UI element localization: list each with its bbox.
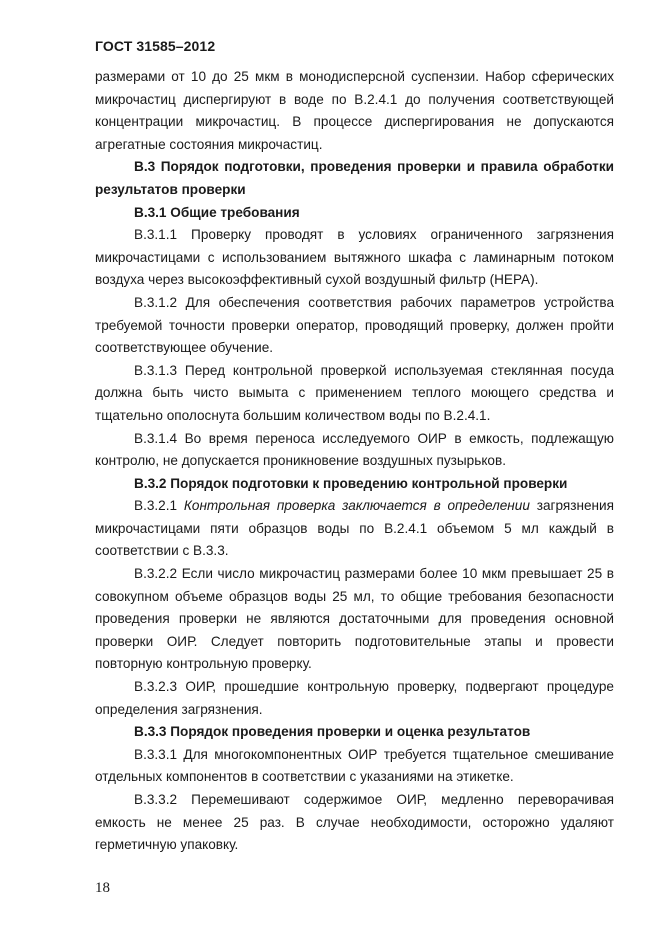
paragraph-b3-2-3: В.3.2.3 ОИР, прошедшие контрольную проверку, подвергают процедуре определения загрязнения.	[95, 679, 614, 717]
page-number: 18	[95, 880, 110, 896]
paragraph-b3-2-2: В.3.2.2 Если число микрочастиц размерами более 10 мкм превышает 25 в совокупном объеме образцов воды 25 мл, то общие требования безопасности проведения проверки не являются достаточными для проведения основной проверки ОИР. Следует повторить подготовительные этапы и провести повторную контрольную проверку.	[95, 566, 614, 672]
paragraph-continuation: размерами от 10 до 25 мкм в монодисперсной суспензии. Набор сферических микрочастиц диспергируют в воде по В.2.4.1 до получения соответствующей концентрации микрочастиц. В процессе диспергирования не допускаются агрегатные состояния микрочастиц.	[95, 69, 614, 152]
paragraph-lead: В.3.2.1	[134, 498, 184, 514]
subsection-heading-b3-2: В.3.2 Порядок подготовки к проведению контрольной проверки	[134, 475, 568, 491]
paragraph-b3-3-2: В.3.3.2 Перемешивают содержимое ОИР, медленно переворачивая емкость не менее 25 раз. В случае необходимости, осторожно удаляют герметичную упаковку.	[95, 792, 614, 853]
paragraph-rest: загрязнения микрочастицами пяти образцов воды по В.2.4.1 объемом 5 мл каждый в соответствии с В.3.3.	[95, 498, 614, 559]
document-body	[95, 66, 614, 857]
italic-phrase: Контрольная проверка заключается в определении	[183, 498, 530, 514]
subsection-heading-b3-1: В.3.1 Общие требования	[134, 204, 300, 220]
subsection-heading-b3-3: В.3.3 Порядок проведения проверки и оценка результатов	[134, 724, 531, 740]
standard-header: ГОСТ 31585–2012	[95, 38, 216, 54]
paragraph-b3-1-1: В.3.1.1 Проверку проводят в условиях ограниченного загрязнения микрочастицами с использованием вытяжного шкафа с ламинарным потоком воздуха через высокоэффективный сухой воздушный фильтр (HEPA).	[95, 227, 614, 288]
paragraph-b3-3-1: В.3.3.1 Для многокомпонентных ОИР требуется тщательное смешивание отдельных компонентов в соответствии с указаниями на этикетке.	[95, 746, 614, 785]
paragraph-b3-1-3: В.3.1.3 Перед контрольной проверкой используемая стеклянная посуда должна быть чисто вымыта с применением теплого моющего средства и тщательно ополоснута большим количеством воды по В.2.4.1.	[95, 362, 614, 423]
section-heading-b3: В.3 Порядок подготовки, проведения проверки и правила обработки результатов проверки	[95, 159, 614, 197]
paragraph-b3-1-4: В.3.1.4 Во время переноса исследуемого ОИР в емкость, подлежащую контролю, не допускается проникновение воздушных пузырьков.	[95, 430, 614, 469]
paragraph-b3-1-2: В.3.1.2 Для обеспечения соответствия рабочих параметров устройства требуемой точности проверки оператор, проводящий проверку, должен пройти соответствующее обучение.	[95, 294, 614, 356]
paragraph-b3-2-1	[95, 495, 614, 563]
